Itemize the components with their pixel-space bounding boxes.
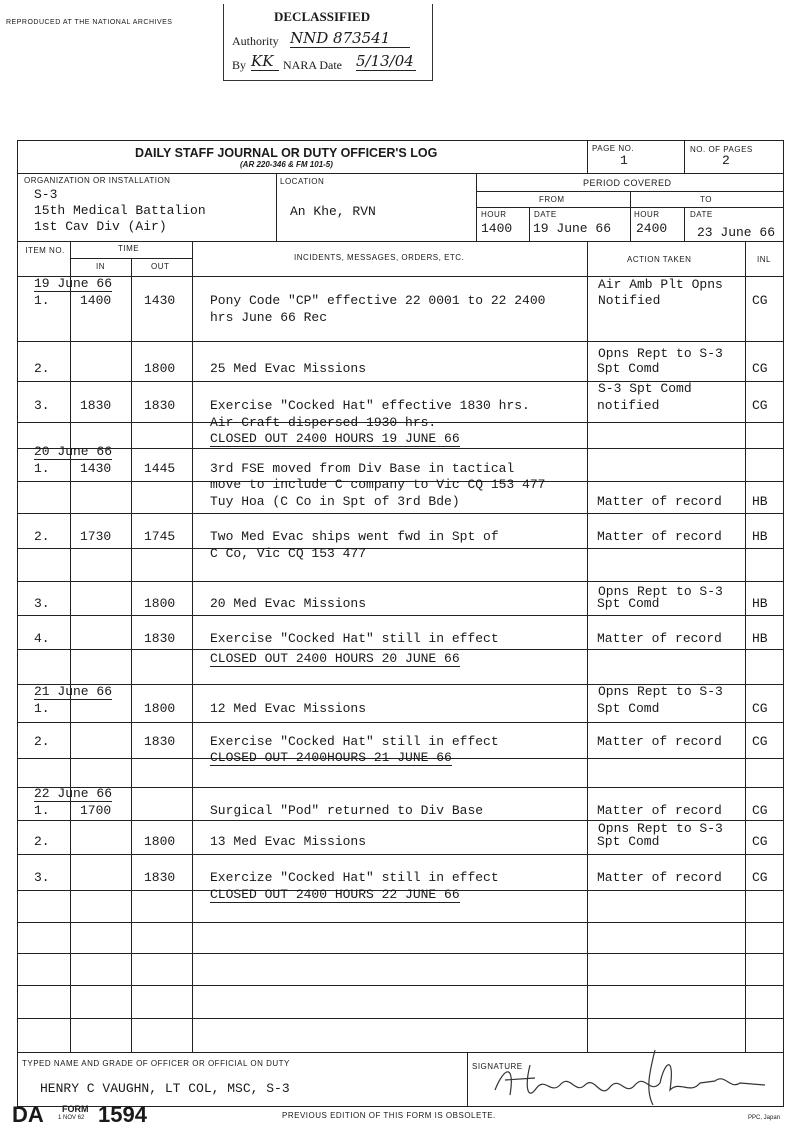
entry-out: 1445 bbox=[144, 461, 176, 476]
from-hour-value: 1400 bbox=[481, 221, 513, 236]
entry-out: 1830 bbox=[144, 398, 176, 413]
entry-inl: CG bbox=[752, 834, 768, 849]
entry-action: Matter of record bbox=[597, 529, 722, 544]
entry-item: 2. bbox=[34, 834, 50, 849]
entry-in: 1830 bbox=[80, 398, 112, 413]
typed-name-label: TYPED NAME AND GRADE OF OFFICER OR OFFICIAL ON DUTY bbox=[22, 1059, 290, 1068]
row-line bbox=[17, 615, 784, 616]
row-line bbox=[17, 448, 784, 449]
stamp-authority-label: Authority bbox=[232, 34, 279, 48]
entry-action: Spt Comd bbox=[597, 596, 660, 611]
col-incidents: INCIDENTS, MESSAGES, ORDERS, ETC. bbox=[294, 253, 465, 262]
col-inl: INL bbox=[757, 255, 771, 264]
action-note: Notified bbox=[598, 293, 661, 308]
org-line2: 15th Medical Battalion bbox=[34, 203, 206, 218]
entry-out: 1800 bbox=[144, 596, 176, 611]
entry-item: 20 June 66 bbox=[34, 444, 113, 459]
row-line bbox=[17, 581, 784, 582]
entry-item: 1. bbox=[34, 461, 50, 476]
stamp-by-value: KK bbox=[251, 52, 279, 71]
col-time: TIME bbox=[118, 244, 140, 253]
col-action: ACTION TAKEN bbox=[627, 255, 692, 264]
stamp-by-label: By bbox=[232, 58, 247, 72]
form-title: DAILY STAFF JOURNAL OR DUTY OFFICER'S LOG bbox=[135, 146, 438, 160]
obsolete-note: PREVIOUS EDITION OF THIS FORM IS OBSOLETE. bbox=[282, 1111, 496, 1120]
action-note: Opns Rept to S-3 bbox=[598, 346, 723, 361]
action-note: Air Amb Plt Opns bbox=[598, 277, 723, 292]
entry-inl: CG bbox=[752, 734, 768, 749]
entry-text: 20 Med Evac Missions bbox=[210, 596, 367, 611]
entry-text: Exercise "Cocked Hat" effective 1830 hrs. bbox=[210, 398, 530, 413]
stamp-date-value: 5/13/04 bbox=[356, 52, 416, 71]
page-no-value: 1 bbox=[620, 153, 628, 168]
form-number: 1594 bbox=[98, 1102, 147, 1127]
entry-inl: CG bbox=[752, 361, 768, 376]
entry-text: 13 Med Evac Missions bbox=[210, 834, 367, 849]
row-line bbox=[17, 649, 784, 650]
entry-action: Matter of record bbox=[597, 870, 722, 885]
action-note: Opns Rept to S-3 bbox=[598, 684, 723, 699]
entry-text: Exercise "Cocked Hat" still in effect bbox=[210, 734, 499, 749]
entry-action: Spt Comd bbox=[597, 701, 660, 716]
action-note: Opns Rept to S-3 bbox=[598, 821, 723, 836]
entry-item: 1. bbox=[34, 803, 50, 818]
entry-text: 12 Med Evac Missions bbox=[210, 701, 367, 716]
entry-action: Spt Comd bbox=[597, 834, 660, 849]
entry-action: Matter of record bbox=[597, 631, 722, 646]
declassified-stamp bbox=[223, 4, 433, 81]
entry-text: 25 Med Evac Missions bbox=[210, 361, 367, 376]
entry-text: Pony Code "CP" effective 22 0001 to 22 2400 bbox=[210, 293, 546, 308]
entry-out: 1800 bbox=[144, 834, 176, 849]
col-item-no: ITEM NO. bbox=[25, 246, 65, 255]
entry-item: 3. bbox=[34, 870, 50, 885]
location-label: LOCATION bbox=[280, 177, 325, 186]
entry-in: 1400 bbox=[80, 293, 112, 308]
location-value: An Khe, RVN bbox=[290, 204, 376, 219]
entry-text: Two Med Evac ships went fwd in Spt of bbox=[210, 529, 499, 544]
from-hour-label: HOUR bbox=[481, 210, 507, 219]
entry-item: 22 June 66 bbox=[34, 786, 113, 801]
period-to-label: TO bbox=[700, 195, 712, 204]
entry-text: Surgical "Pod" returned to Div Base bbox=[210, 803, 484, 818]
entry-inl: HB bbox=[752, 631, 768, 646]
form-label: FORM bbox=[62, 1104, 89, 1114]
row-line bbox=[17, 548, 784, 549]
to-date-value: 23 June 66 bbox=[697, 225, 776, 240]
entry-in: 1700 bbox=[80, 803, 112, 818]
form-da: DA bbox=[12, 1102, 44, 1127]
entry-action: Matter of record bbox=[597, 803, 722, 818]
from-date-value: 19 June 66 bbox=[533, 221, 612, 236]
entry-inl: CG bbox=[752, 398, 768, 413]
row-line bbox=[17, 1018, 784, 1019]
entry-text: Tuy Hoa (C Co in Spt of 3rd Bde) bbox=[210, 494, 460, 509]
org-label: ORGANIZATION OR INSTALLATION bbox=[24, 176, 171, 185]
entry-action: Matter of record bbox=[597, 734, 722, 749]
entry-text: Air Craft dispersed 1930 hrs. bbox=[210, 415, 437, 430]
entry-in: 1430 bbox=[80, 461, 112, 476]
row-line bbox=[17, 922, 784, 923]
entry-item: 2. bbox=[34, 361, 50, 376]
entry-inl: CG bbox=[752, 803, 768, 818]
entry-item: 3. bbox=[34, 398, 50, 413]
entry-item: 2. bbox=[34, 529, 50, 544]
entry-in: 1730 bbox=[80, 529, 112, 544]
entry-text: Exercize "Cocked Hat" still in effect bbox=[210, 870, 499, 885]
entry-inl: HB bbox=[752, 529, 768, 544]
entry-out: 1430 bbox=[144, 293, 176, 308]
num-pages-label: NO. OF PAGES bbox=[690, 145, 753, 154]
row-line bbox=[17, 953, 784, 954]
entry-action: Spt Comd bbox=[597, 361, 660, 376]
entry-item: 3. bbox=[34, 596, 50, 611]
to-date-label: DATE bbox=[690, 210, 713, 219]
entry-inl: CG bbox=[752, 701, 768, 716]
row-line bbox=[17, 854, 784, 855]
entry-item: 21 June 66 bbox=[34, 684, 113, 699]
entry-action: notified bbox=[597, 398, 660, 413]
entry-inl: HB bbox=[752, 494, 768, 509]
entry-text: move to include C company to Vic CQ 153 477 bbox=[210, 477, 546, 492]
entry-item: 19 June 66 bbox=[34, 276, 113, 291]
row-line bbox=[17, 722, 784, 723]
entry-text: hrs June 66 Rec bbox=[210, 310, 328, 325]
col-out: OUT bbox=[151, 262, 170, 271]
entry-text: CLOSED OUT 2400 HOURS 20 JUNE 66 bbox=[210, 651, 460, 666]
entry-action: Matter of record bbox=[597, 494, 722, 509]
action-note: S-3 Spt Comd bbox=[598, 381, 692, 396]
row-line bbox=[17, 513, 784, 514]
entry-item: 1. bbox=[34, 293, 50, 308]
entry-text: C Co, Vic CQ 153 477 bbox=[210, 546, 367, 561]
to-hour-value: 2400 bbox=[636, 221, 668, 236]
row-line bbox=[17, 787, 784, 788]
entry-text: CLOSED OUT 2400 HOURS 19 JUNE 66 bbox=[210, 431, 460, 446]
archives-mark: REPRODUCED AT THE NATIONAL ARCHIVES bbox=[6, 19, 173, 26]
form-date: 1 NOV 62 bbox=[58, 1115, 85, 1121]
stamp-nara-label: NARA Date bbox=[283, 58, 342, 72]
org-line1: S-3 bbox=[34, 187, 58, 202]
num-pages-value: 2 bbox=[722, 153, 730, 168]
row-line bbox=[17, 985, 784, 986]
entry-inl: CG bbox=[752, 870, 768, 885]
entry-inl: HB bbox=[752, 596, 768, 611]
signature-label: SIGNATURE bbox=[472, 1062, 523, 1071]
to-hour-label: HOUR bbox=[634, 210, 660, 219]
entry-text: 3rd FSE moved from Div Base in tactical bbox=[210, 461, 515, 476]
entry-out: 1745 bbox=[144, 529, 176, 544]
entry-item: 2. bbox=[34, 734, 50, 749]
row-line bbox=[17, 341, 784, 342]
entry-out: 1830 bbox=[144, 870, 176, 885]
page-no-label: PAGE NO. bbox=[592, 144, 635, 153]
stamp-title: DECLASSIFIED bbox=[274, 9, 371, 24]
signature bbox=[475, 1045, 775, 1110]
period-label: PERIOD COVERED bbox=[583, 178, 672, 188]
typed-name-value: HENRY C VAUGHN, LT COL, MSC, S-3 bbox=[40, 1081, 290, 1096]
entry-text: CLOSED OUT 2400 HOURS 22 JUNE 66 bbox=[210, 887, 460, 902]
org-line3: 1st Cav Div (Air) bbox=[34, 219, 167, 234]
stamp-authority-value: NND 873541 bbox=[290, 29, 410, 48]
entry-out: 1830 bbox=[144, 631, 176, 646]
action-note: Opns Rept to S-3 bbox=[598, 584, 723, 599]
printer-mark: PPC, Japan bbox=[748, 1115, 781, 1121]
entry-out: 1800 bbox=[144, 701, 176, 716]
entry-out: 1800 bbox=[144, 361, 176, 376]
col-in: IN bbox=[96, 262, 105, 271]
form-subtitle: (AR 220-346 & FM 101-5) bbox=[240, 160, 333, 169]
from-date-label: DATE bbox=[534, 210, 557, 219]
entry-inl: CG bbox=[752, 293, 768, 308]
period-from-label: FROM bbox=[539, 195, 565, 204]
entry-text: CLOSED OUT 2400HOURS 21 JUNE 66 bbox=[210, 750, 452, 765]
entry-item: 1. bbox=[34, 701, 50, 716]
entry-out: 1830 bbox=[144, 734, 176, 749]
entry-item: 4. bbox=[34, 631, 50, 646]
entry-text: Exercise "Cocked Hat" still in effect bbox=[210, 631, 499, 646]
